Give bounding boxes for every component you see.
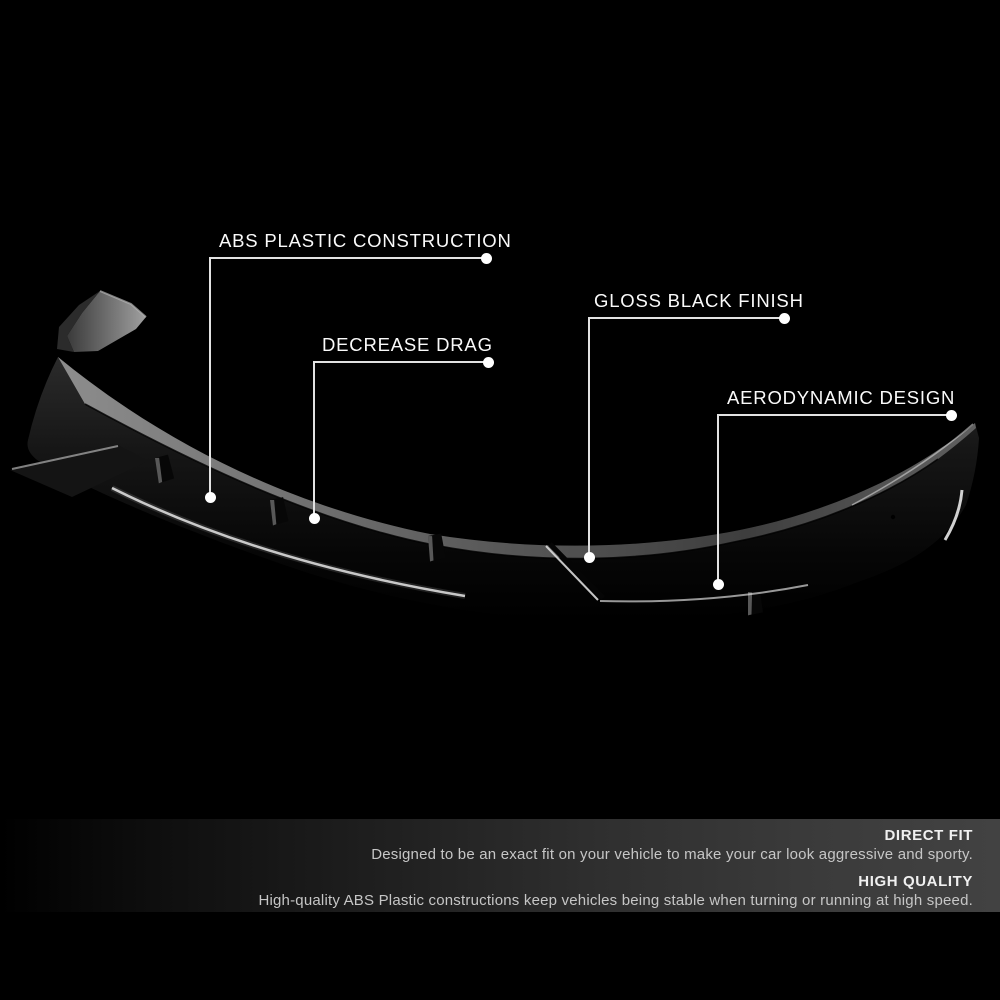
callout-endpoint-dot [946, 410, 957, 421]
feature-description: High-quality ABS Plastic constructions keep vehicles being stable when turning or running at high speed. [258, 892, 973, 909]
callout-anchor-dot [309, 513, 320, 524]
feature-title-high-quality: HIGH QUALITY [858, 873, 973, 890]
callout-underline [717, 414, 951, 416]
callout-pointer-line [717, 414, 719, 584]
callout-label: ABS PLASTIC CONSTRUCTION [219, 230, 512, 251]
left-winglet [67, 291, 146, 352]
callout-pointer-line [588, 317, 590, 557]
callout-endpoint-dot [779, 313, 790, 324]
mounting-hole [444, 527, 448, 531]
callout-endpoint-dot [481, 253, 492, 264]
feature-list [258, 827, 973, 919]
callout-underline [588, 317, 784, 319]
feature-description: Designed to be an exact fit on your vehicle to make your car look aggressive and sporty. [371, 846, 973, 863]
feature-title-direct-fit: DIRECT FIT [884, 827, 973, 844]
callout-underline [313, 361, 488, 363]
feature-panel [0, 819, 1000, 912]
callout-label: GLOSS BLACK FINISH [594, 290, 804, 311]
callout-label: AERODYNAMIC DESIGN [727, 387, 956, 408]
callout-anchor-dot [584, 552, 595, 563]
callout-pointer-line [313, 361, 315, 518]
callout-anchor-dot [713, 579, 724, 590]
callout-anchor-dot [205, 492, 216, 503]
callout-label: DECREASE DRAG [322, 334, 493, 355]
callout-pointer-line [209, 257, 211, 497]
callout-endpoint-dot [483, 357, 494, 368]
callout-underline [209, 257, 486, 259]
mounting-hole [891, 515, 895, 519]
